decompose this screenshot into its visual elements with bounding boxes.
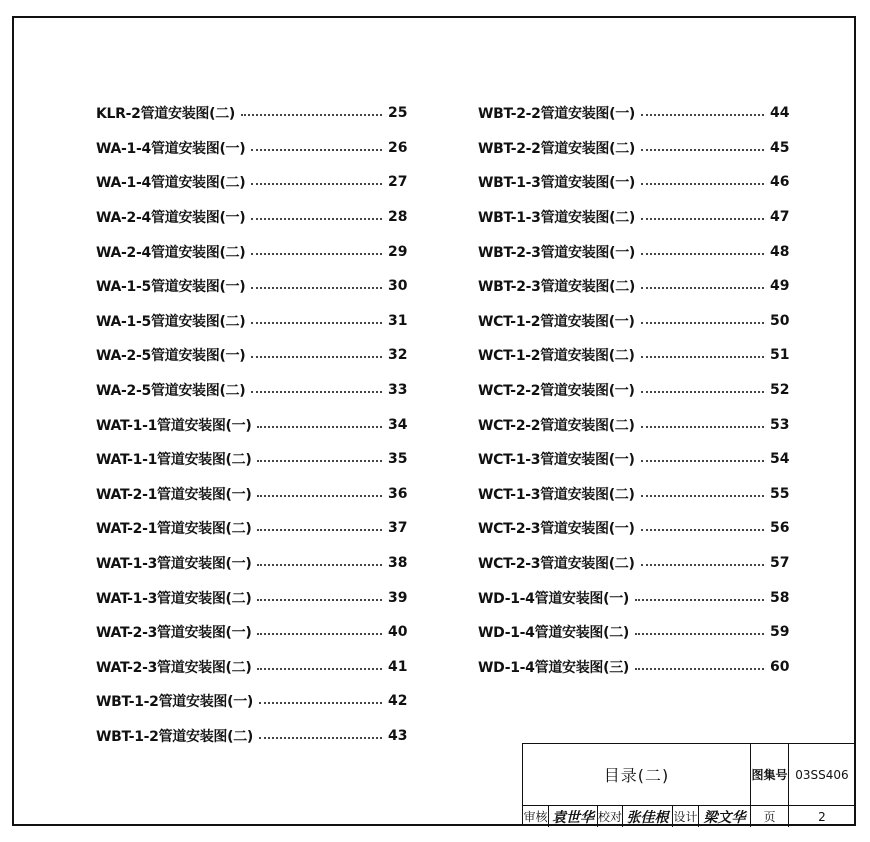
toc-entry-page: 48 <box>770 243 790 260</box>
toc-entry-page: 47 <box>770 209 790 226</box>
toc-entry <box>96 650 406 685</box>
dot-leader <box>641 416 764 428</box>
toc-entry-title: WA-1-5管道安装图(一) <box>96 279 246 296</box>
toc-entry-title: WAT-1-3管道安装图(一) <box>96 556 252 573</box>
design-signature: 梁文华 <box>699 806 751 827</box>
signature-row <box>523 806 855 827</box>
toc-entry-page: 46 <box>770 174 790 191</box>
toc-entry-page: 26 <box>388 139 408 156</box>
toc-entry-page: 58 <box>770 589 790 606</box>
toc-entry <box>96 200 406 235</box>
toc-entry <box>478 304 788 339</box>
toc-entry-title: WCT-1-3管道安装图(二) <box>478 486 635 503</box>
dot-leader <box>641 173 764 185</box>
toc-entry-title: WBT-2-3管道安装图(二) <box>478 279 636 296</box>
toc-right-column <box>478 96 788 684</box>
toc-entry-page: 51 <box>770 347 790 364</box>
toc-entry-title: WAT-2-3管道安装图(一) <box>96 625 252 642</box>
toc-entry-page: 42 <box>388 693 408 710</box>
toc-entry-page: 59 <box>770 624 790 641</box>
toc-entry <box>96 338 406 373</box>
toc-entry-page: 39 <box>388 589 408 606</box>
dot-leader <box>251 381 382 393</box>
toc-entry-page: 36 <box>388 485 408 502</box>
toc-entry <box>478 477 788 512</box>
dot-leader <box>251 173 382 185</box>
toc-entry-title: WAT-1-1管道安装图(二) <box>96 452 252 469</box>
page-number: 2 <box>818 809 826 824</box>
toc-entry-page: 38 <box>388 555 408 572</box>
dot-leader <box>635 589 764 601</box>
toc-entry-page: 50 <box>770 312 790 329</box>
dot-leader <box>257 623 382 635</box>
toc-entry-title: WA-1-4管道安装图(一) <box>96 140 246 157</box>
toc-entry-page: 45 <box>770 139 790 156</box>
toc-entry-page: 29 <box>388 243 408 260</box>
toc-entry <box>96 269 406 304</box>
dot-leader <box>251 312 382 324</box>
toc-entry-title: WAT-2-1管道安装图(二) <box>96 521 252 538</box>
toc-entry-page: 35 <box>388 451 408 468</box>
dot-leader <box>257 658 382 670</box>
toc-entry-title: WCT-1-2管道安装图(一) <box>478 313 635 330</box>
toc-entry <box>96 477 406 512</box>
toc-entry <box>478 338 788 373</box>
page-label: 页 <box>751 806 789 827</box>
toc-entry <box>478 373 788 408</box>
toc-entry <box>96 615 406 650</box>
atlas-number-value: 03SS406 <box>789 744 855 806</box>
dot-leader <box>257 554 382 566</box>
toc-entry-title: WAT-1-3管道安装图(二) <box>96 590 252 607</box>
dot-leader <box>641 519 764 531</box>
toc-entry-page: 25 <box>388 105 408 122</box>
toc-entry-page: 33 <box>388 382 408 399</box>
toc-entry-page: 53 <box>770 416 790 433</box>
toc-entry-title: WCT-1-3管道安装图(一) <box>478 452 635 469</box>
dot-leader <box>251 243 382 255</box>
toc-entry-title: WA-2-5管道安装图(一) <box>96 348 246 365</box>
toc-entry-page: 52 <box>770 382 790 399</box>
toc-entry <box>478 96 788 131</box>
dot-leader <box>641 139 764 151</box>
toc-entry <box>478 131 788 166</box>
toc-entry-title: WA-1-4管道安装图(二) <box>96 175 246 192</box>
atlas-number-label: 图集号 <box>751 744 789 806</box>
toc-entry-page: 43 <box>388 727 408 744</box>
dot-leader <box>641 485 764 497</box>
toc-entry <box>478 200 788 235</box>
dot-leader <box>257 485 382 497</box>
toc-entry-page: 49 <box>770 278 790 295</box>
toc-entry <box>478 511 788 546</box>
toc-entry-title: WBT-1-2管道安装图(二) <box>96 728 254 745</box>
check-label: 校对 <box>597 806 623 827</box>
toc-entry <box>478 580 788 615</box>
toc-entry-title: WD-1-4管道安装图(三) <box>478 659 630 676</box>
dot-leader <box>257 519 382 531</box>
toc-entry-page: 55 <box>770 485 790 502</box>
toc-entry-page: 57 <box>770 555 790 572</box>
toc-entry-title: WD-1-4管道安装图(一) <box>478 590 630 607</box>
toc-entry-title: WCT-2-3管道安装图(二) <box>478 556 635 573</box>
dot-leader <box>641 381 764 393</box>
dot-leader <box>641 450 764 462</box>
toc-entry <box>96 684 406 719</box>
toc-entry <box>96 373 406 408</box>
toc-entry <box>96 304 406 339</box>
toc-entry-page: 54 <box>770 451 790 468</box>
toc-entry-page: 37 <box>388 520 408 537</box>
toc-entry-title: WAT-2-1管道安装图(一) <box>96 486 252 503</box>
toc-entry <box>96 546 406 581</box>
toc-entry <box>478 615 788 650</box>
toc-entry <box>96 131 406 166</box>
dot-leader <box>641 277 764 289</box>
toc-entry-title: WBT-1-2管道安装图(一) <box>96 694 254 711</box>
toc-entry <box>96 407 406 442</box>
dot-leader <box>641 346 764 358</box>
toc-entry-title: WAT-2-3管道安装图(二) <box>96 659 252 676</box>
check-signature: 张佳根 <box>623 806 673 827</box>
dot-leader <box>251 277 382 289</box>
dot-leader <box>257 589 382 601</box>
review-signature: 袁世华 <box>552 809 594 826</box>
toc-entry-title: WBT-2-2管道安装图(二) <box>478 140 636 157</box>
toc-entry-page: 41 <box>388 658 408 675</box>
toc-entry-title: WCT-2-2管道安装图(一) <box>478 383 635 400</box>
toc-entry <box>96 580 406 615</box>
toc-entry <box>478 546 788 581</box>
toc-entry-title: WA-2-4管道安装图(二) <box>96 244 246 261</box>
review-label: 审核 <box>523 806 549 827</box>
toc-entry <box>478 234 788 269</box>
dot-leader <box>251 208 382 220</box>
toc-entry-title: WA-2-4管道安装图(一) <box>96 210 246 227</box>
toc-entry-page: 30 <box>388 278 408 295</box>
toc-entry-title: WD-1-4管道安装图(二) <box>478 625 630 642</box>
toc-entry-page: 56 <box>770 520 790 537</box>
toc-entry-title: KLR-2管道安装图(二) <box>96 106 235 123</box>
dot-leader <box>259 727 382 739</box>
dot-leader <box>641 312 764 324</box>
toc-entry <box>96 234 406 269</box>
dot-leader <box>635 658 764 670</box>
toc-entry <box>96 719 406 754</box>
toc-entry-title: WCT-1-2管道安装图(二) <box>478 348 635 365</box>
toc-entry <box>96 96 406 131</box>
dot-leader <box>251 139 382 151</box>
toc-entry-title: WCT-2-2管道安装图(二) <box>478 417 635 434</box>
toc-entry-page: 34 <box>388 416 408 433</box>
toc-entry-title: WAT-1-1管道安装图(一) <box>96 417 252 434</box>
toc-entry <box>478 269 788 304</box>
toc-entry-page: 44 <box>770 105 790 122</box>
title-block <box>522 743 856 826</box>
toc-entry-title: WBT-1-3管道安装图(一) <box>478 175 636 192</box>
dot-leader <box>641 554 764 566</box>
dot-leader <box>641 104 764 116</box>
toc-entry-title: WBT-2-2管道安装图(一) <box>478 106 636 123</box>
toc-entry-page: 32 <box>388 347 408 364</box>
toc-entry-title: WBT-2-3管道安装图(一) <box>478 244 636 261</box>
dot-leader <box>257 450 382 462</box>
toc-entry <box>478 650 788 685</box>
toc-entry-page: 60 <box>770 658 790 675</box>
dot-leader <box>635 623 764 635</box>
toc-entry-page: 27 <box>388 174 408 191</box>
toc-entry <box>478 442 788 477</box>
toc-entry-page: 28 <box>388 209 408 226</box>
toc-entry-title: WCT-2-3管道安装图(一) <box>478 521 635 538</box>
toc-entry-title: WA-2-5管道安装图(二) <box>96 383 246 400</box>
dot-leader <box>641 243 764 255</box>
toc-entry <box>478 165 788 200</box>
dot-leader <box>251 346 382 358</box>
toc-entry-title: WBT-1-3管道安装图(二) <box>478 210 636 227</box>
dot-leader <box>241 104 382 116</box>
toc-entry <box>96 165 406 200</box>
dot-leader <box>641 208 764 220</box>
document-title: 目录(二) <box>523 744 751 806</box>
design-label: 设计 <box>673 806 699 827</box>
toc-entry-page: 40 <box>388 624 408 641</box>
toc-entry <box>96 442 406 477</box>
toc-entry <box>478 407 788 442</box>
toc-entry-page: 31 <box>388 312 408 329</box>
toc-entry <box>96 511 406 546</box>
toc-left-column <box>96 96 406 753</box>
dot-leader <box>257 416 382 428</box>
toc-entry-title: WA-1-5管道安装图(二) <box>96 313 246 330</box>
dot-leader <box>259 692 382 704</box>
